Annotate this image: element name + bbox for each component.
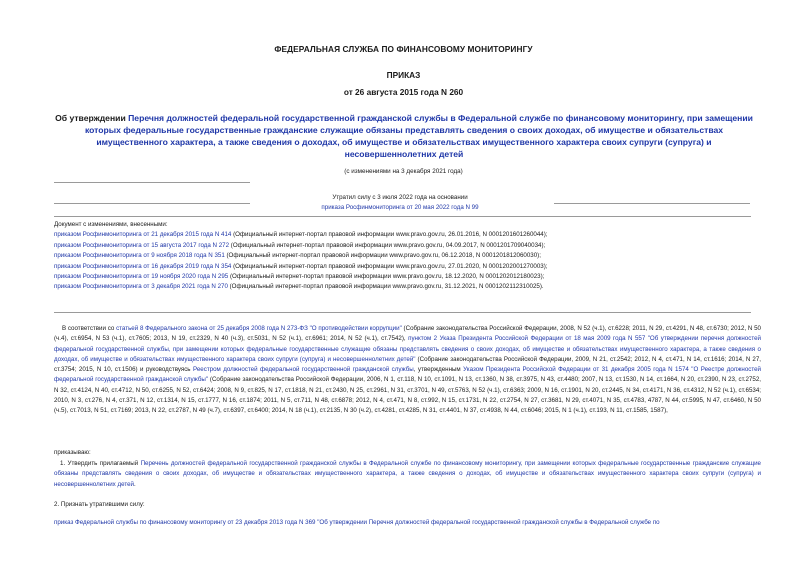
order-heading: ПРИКАЗ bbox=[386, 70, 421, 80]
document-title bbox=[54, 112, 754, 160]
amendments-list bbox=[54, 220, 759, 293]
amendments-heading: Документ с изменениями, внесенными: bbox=[54, 221, 168, 228]
lost-force-link[interactable]: приказа Росфинмониторинга от 20 мая 2022 года N 99 bbox=[321, 204, 479, 211]
preamble-link[interactable]: пунктом 2 Указа Президента Российской Федерации от 18 мая 2009 года N 557 "Об утверждении перечня должностей федеральной государственной службы, при замещении которых федеральные государственные служащие обязаны представлять сведения о своих доходах, об имуществе и обязательствах имущественного характера, а также сведения о доходах, об имуществе и обязательствах имущественного характера своих супруги (супруга) и несовершеннолетних детей" bbox=[54, 335, 761, 363]
amendment-source: (Официальный интернет-портал правовой информации www.pravo.gov.ru, 18.12.2020, N 0001202012180023); bbox=[228, 273, 545, 281]
amendment-link[interactable]: приказом Росфинмониторинга от 3 декабря 2021 года N 270 bbox=[54, 283, 228, 291]
amendment-source: (Официальный интернет-портал правовой информации www.pravo.gov.ru, 27.01.2020, N 0001202001270003); bbox=[231, 262, 548, 270]
repealed-order-link[interactable]: приказ Федеральной службы по финансовому мониторингу от 23 декабря 2013 года N 369 "Об утверждении Перечня должностей федеральной государственной гражданской службы в Федеральной службе по bbox=[54, 519, 660, 526]
preamble-text: (Собрание законодательства Российской Федерации, 2006, N 1, ст.118, N 10, ст.1091, N 13, ст.1360, N 38, ст.3975, N 43, ст.4480; 2007, N 13, ст.1530, N 14, ст.1664, N 20, ст.2390, N 23, ст.2752, N 32, ст.4124, N 40, ст.4712, N 50, ст.6255, N 52, ст.6424; 2008, N 9, ст.825, N 17, ст.1818, N 21, ст.2430, N 25, ст.2961, N 31, ст.3701, N 49, ст.5763, N 52 (ч.1), ст.6363; 2009, N 16, ст.1901, N 20, ст.2445, N 34, ст.4171, N 36, ст.4312, N 52 (ч.1), ст.6534; 2010, N 3, ст.276, N 4, ст.371, N 12, ст.1314, N 15, ст.1777, N 16, ст.1874; 2011, N 5, ст.711, N 48, ст.6878; 2012, N 4, ст.471, N 8, ст.992, N 15, ст.1731, N 22, ст.2754, N 27, ст.3681, N 29, ст.4071, N 35, ст.4783, 4787, N 44, ст.5995, N 47, ст.6460, N 50 (ч.5), ст.7013, N 51, ст.7169; 2013, N 22, ст.2787, N 49 (ч.7), ст.6397, ст.6400; 2014, N 18 (ч.1), ст.2135, N 30 (ч.2), ст.4281, ст.4285, N 31, ст.4401, N 37, ст.4938, N 44, ст.6046; 2015, N 1 (ч.1), ст.193, N 11, ст.1585, 1587), bbox=[54, 376, 761, 415]
amendment-source: (Официальный интернет-портал правовой информации www.pravo.gov.ru, 04.09.2017, N 0001201709040034); bbox=[229, 241, 546, 249]
amendment-source: (Официальный интернет-портал правовой информации www.pravo.gov.ru, 31.12.2021, N 0001202112310025). bbox=[227, 283, 544, 291]
lost-force-note bbox=[300, 193, 500, 213]
amendment-item bbox=[54, 262, 759, 272]
amendment-source: (Официальный интернет-портал правовой информации www.pravo.gov.ru, 06.12.2018, N 0001201812060030); bbox=[224, 252, 541, 260]
item-1 bbox=[54, 459, 761, 490]
separator-left-2 bbox=[54, 203, 250, 204]
item-1-text: 1. Утвердить прилагаемый bbox=[60, 460, 141, 467]
title-prefix: Об утверждении bbox=[55, 113, 129, 123]
decree-word: приказываю: bbox=[54, 449, 91, 456]
amendment-link[interactable]: приказом Росфинмониторинга от 9 ноября 2018 года N 351 bbox=[54, 252, 225, 260]
item-2: 2. Признать утратившими силу: bbox=[54, 501, 145, 508]
amendment-item bbox=[54, 272, 759, 282]
preamble-link[interactable]: Указом Президента Российской Федерации от 31 декабря 2005 года N 1574 "О Реестре должностей федеральной государственной гражданской службы" bbox=[54, 366, 762, 384]
amendment-item bbox=[54, 230, 759, 240]
separator-right-2 bbox=[554, 203, 750, 204]
preamble-link[interactable]: Реестром должностей федеральной государственной гражданской службы bbox=[193, 366, 414, 374]
amendment-source: (Официальный интернет-портал правовой информации www.pravo.gov.ru, 26.01.2016, N 0001201601260044); bbox=[231, 231, 548, 239]
item-1-link[interactable]: Перечень должностей федеральной государственной гражданской службы в Федеральной службе по финансовому мониторингу, при замещении которых федеральные государственные гражданские служащие обязаны представлять сведения о своих доходах, об имуществе и обязательствах имущественного характера, а также сведения о доходах, об имуществе и обязательствах имущественного характера своих супруги (супруга) и несовершеннолетних детей bbox=[54, 460, 761, 488]
amendment-link[interactable]: приказом Росфинмониторинга от 19 ноября 2020 года N 295 bbox=[54, 273, 229, 281]
preamble-paragraph bbox=[54, 324, 761, 417]
lost-force-text: Утратил силу с 3 июля 2022 года на основании bbox=[332, 194, 468, 201]
preamble-text: , утвержденным bbox=[413, 366, 464, 374]
amendment-link[interactable]: приказом Росфинмониторинга от 15 августа 2017 года N 272 bbox=[54, 241, 230, 249]
amendment-item bbox=[54, 241, 759, 251]
amendment-item bbox=[54, 251, 759, 261]
preamble-text: В соответствии со bbox=[62, 325, 117, 332]
separator-full-2 bbox=[54, 312, 751, 313]
separator-left-1 bbox=[54, 182, 250, 183]
preamble-text: (Собрание законодательства Российской Федерации, 2009, N 21, ст.2542; 2012, N 4, ст.471, N 14, ст.1616; 2014, N 27, ст.3754; 2015, N 10, ст.1506) и руководствуясь bbox=[54, 355, 761, 374]
amendment-link[interactable]: приказом Росфинмониторинга от 21 декабря 2015 года N 414 bbox=[54, 231, 232, 239]
item-2-sub bbox=[54, 518, 761, 528]
preamble-text: (Собрание законодательства Российской Федерации, 2008, N 52 (ч.1), ст.6228; 2011, N 29, ст.4291, N 48, ст.6730; 2012, N 50 (ч.4), ст.6954, N 53 (ч.1), ст.7605; 2013, N 19, ст.2329, N 40 (ч.3), ст.5031, N 52 (ч.1), ст.6961; 2014, N 52 (ч.1), ст.7542), bbox=[54, 325, 761, 343]
separator-full-1 bbox=[54, 216, 751, 217]
order-date: от 26 августа 2015 года N 260 bbox=[343, 87, 464, 97]
amendment-item bbox=[54, 282, 759, 292]
item-1-end: . bbox=[133, 480, 136, 488]
preamble-link[interactable]: статьей 8 Федерального закона от 25 декабря 2008 года N 273-ФЗ "О противодействии коррупции" bbox=[116, 325, 402, 332]
agency-heading: ФЕДЕРАЛЬНАЯ СЛУЖБА ПО ФИНАНСОВОМУ МОНИТОРИНГУ bbox=[274, 44, 533, 54]
title-link[interactable]: Перечня должностей федеральной государственной гражданской службы в Федеральной службе по финансовому мониторингу, при замещении которых федеральные государственные гражданские служащие обязаны представлять сведения о своих доходах, об имуществе и обязательствах имущественного характера, а также сведения о доходах, об имуществе и обязательствах имущественного характера своих супруги (супруга) и несовершеннолетних детей bbox=[84, 113, 753, 159]
amended-note: (с изменениями на 3 декабря 2021 года) bbox=[344, 168, 463, 175]
amendment-link[interactable]: приказом Росфинмониторинга от 16 декабря 2019 года N 354 bbox=[54, 262, 232, 270]
